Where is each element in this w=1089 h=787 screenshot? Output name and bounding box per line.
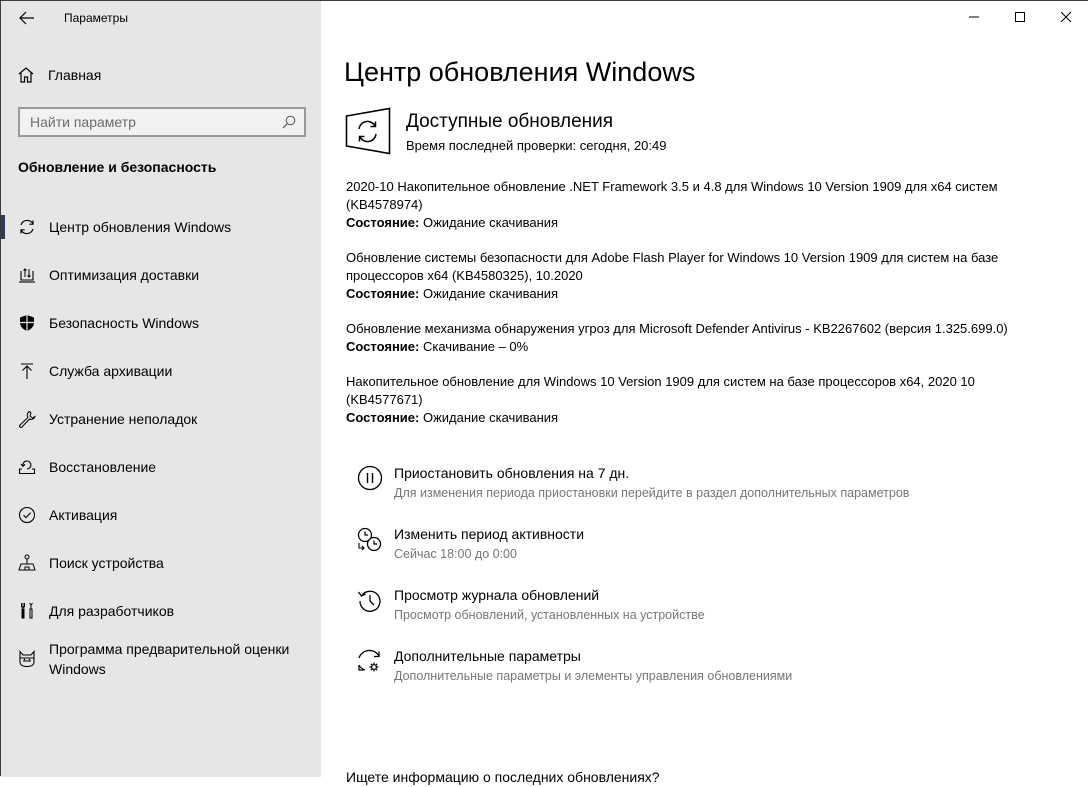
update-item: [346, 249, 1046, 303]
sidebar-item-activation[interactable]: [1, 491, 321, 539]
close-icon: [1060, 11, 1072, 23]
sidebar-nav: [1, 203, 321, 695]
state-label: Состояние:: [346, 215, 420, 230]
sidebar-item-delivery-optimization[interactable]: [1, 251, 321, 299]
window-title: Параметры: [64, 11, 128, 25]
sidebar-item-label: Центр обновления Windows: [49, 219, 232, 235]
sidebar-item-label: Восстановление: [49, 459, 157, 475]
latest-updates-question: Ищете информацию о последних обновлениях?: [346, 769, 660, 785]
insider-cat-icon: [17, 649, 37, 669]
state-label: Состояние:: [346, 410, 420, 425]
sidebar-item-windows-security[interactable]: [1, 299, 321, 347]
backup-upload-icon: [17, 361, 37, 381]
action-title: Дополнительные параметры: [394, 648, 581, 664]
state-label: Состояние:: [346, 286, 420, 301]
refresh-icon: [17, 217, 37, 237]
sidebar-item-recovery[interactable]: [1, 443, 321, 491]
active-hours-action[interactable]: [355, 524, 1055, 585]
active-hours-clock-icon: [355, 526, 385, 556]
section-title: Обновление и безопасность: [18, 159, 217, 175]
update-state: Скачивание – 0%: [422, 339, 529, 354]
update-name: Обновление механизма обнаружения угроз для Microsoft Defender Antivirus - KB2267602 (версия 1.325.699.0): [346, 321, 1008, 336]
sidebar-item-troubleshoot[interactable]: [1, 395, 321, 443]
sidebar-item-insider-program[interactable]: [1, 635, 321, 695]
update-state: Ожидание скачивания: [422, 286, 559, 301]
delivery-optimization-icon: [17, 265, 37, 285]
window-controls: [951, 1, 1089, 33]
sidebar-item-find-device[interactable]: [1, 539, 321, 587]
sidebar-item-label: Для разработчиков: [49, 603, 175, 619]
update-state: Ожидание скачивания: [422, 215, 559, 230]
status-heading: Доступные обновления: [406, 111, 614, 132]
action-title: Просмотр журнала обновлений: [394, 587, 600, 603]
update-status: [345, 107, 666, 156]
update-history-action[interactable]: [355, 585, 1055, 646]
search-icon[interactable]: [282, 115, 296, 129]
close-button[interactable]: [1043, 1, 1089, 33]
recovery-icon: [17, 457, 37, 477]
sidebar-item-label: Оптимизация доставки: [49, 267, 200, 283]
action-subtitle: Дополнительные параметры и элементы управления обновлениями: [394, 669, 793, 683]
minimize-button[interactable]: [951, 1, 997, 33]
update-state: Ожидание скачивания: [422, 410, 559, 425]
action-title: Изменить период активности: [394, 526, 585, 542]
update-item: [346, 178, 1046, 232]
advanced-options-icon: [355, 648, 385, 678]
action-title: Приостановить обновления на 7 дн.: [394, 465, 630, 481]
update-name: 2020-10 Накопительное обновление .NET Framework 3.5 и 4.8 для Windows 10 Version 1909 для x64 систем (KB4578974): [346, 179, 998, 212]
sidebar-item-windows-update[interactable]: [1, 203, 321, 251]
find-device-icon: [17, 553, 37, 573]
back-arrow-icon: [19, 11, 35, 25]
history-icon: [355, 587, 385, 617]
sidebar-item-developers[interactable]: [1, 587, 321, 635]
sidebar-item-label: Служба архивации: [49, 363, 173, 379]
last-check-time: Время последней проверки: сегодня, 20:49: [406, 138, 667, 153]
search-box[interactable]: [18, 107, 306, 137]
advanced-options-action[interactable]: [355, 646, 1055, 707]
update-name: Обновление системы безопасности для Adobe Flash Player for Windows 10 Version 1909 для систем на базе процессоров x64 (KB4580325), 10.2020: [346, 250, 999, 283]
sidebar-item-label: Программа предварительной оценки Windows: [49, 641, 290, 677]
maximize-icon: [1014, 11, 1026, 23]
developer-tools-icon: [17, 601, 37, 621]
checkmark-circle-icon: [17, 505, 37, 525]
sidebar-item-label: Устранение неполадок: [49, 411, 198, 427]
sidebar-item-label: Поиск устройства: [49, 555, 164, 571]
action-subtitle: Просмотр обновлений, установленных на устройстве: [394, 608, 705, 622]
sidebar: [1, 1, 321, 777]
back-button[interactable]: [13, 5, 41, 31]
sidebar-item-label: Активация: [49, 507, 118, 523]
home-icon: [17, 66, 35, 84]
sidebar-home[interactable]: [17, 63, 101, 87]
home-label: Главная: [48, 67, 102, 83]
pause-updates-action[interactable]: [355, 463, 1055, 524]
search-input[interactable]: [30, 114, 282, 130]
action-subtitle: Сейчас 18:00 до 0:00: [394, 547, 517, 561]
minimize-icon: [968, 11, 980, 23]
update-actions: [355, 463, 1055, 707]
windows-update-status-icon: [345, 107, 391, 155]
maximize-button[interactable]: [997, 1, 1043, 33]
page-title: Центр обновления Windows: [344, 57, 696, 87]
pause-icon: [355, 465, 385, 495]
sidebar-item-backup[interactable]: [1, 347, 321, 395]
update-name: Накопительное обновление для Windows 10 Version 1909 для систем на базе процессоров x64, 2020 10 (KB4577671): [346, 374, 975, 407]
update-list: [346, 178, 1046, 444]
wrench-icon: [17, 409, 37, 429]
update-item: [346, 373, 1046, 427]
update-item: [346, 320, 1046, 356]
action-subtitle: Для изменения периода приостановки перейдите в раздел дополнительных параметров: [394, 486, 910, 500]
shield-icon: [17, 313, 37, 333]
sidebar-item-label: Безопасность Windows: [49, 315, 199, 331]
main-content: [321, 1, 1089, 785]
state-label: Состояние:: [346, 339, 420, 354]
